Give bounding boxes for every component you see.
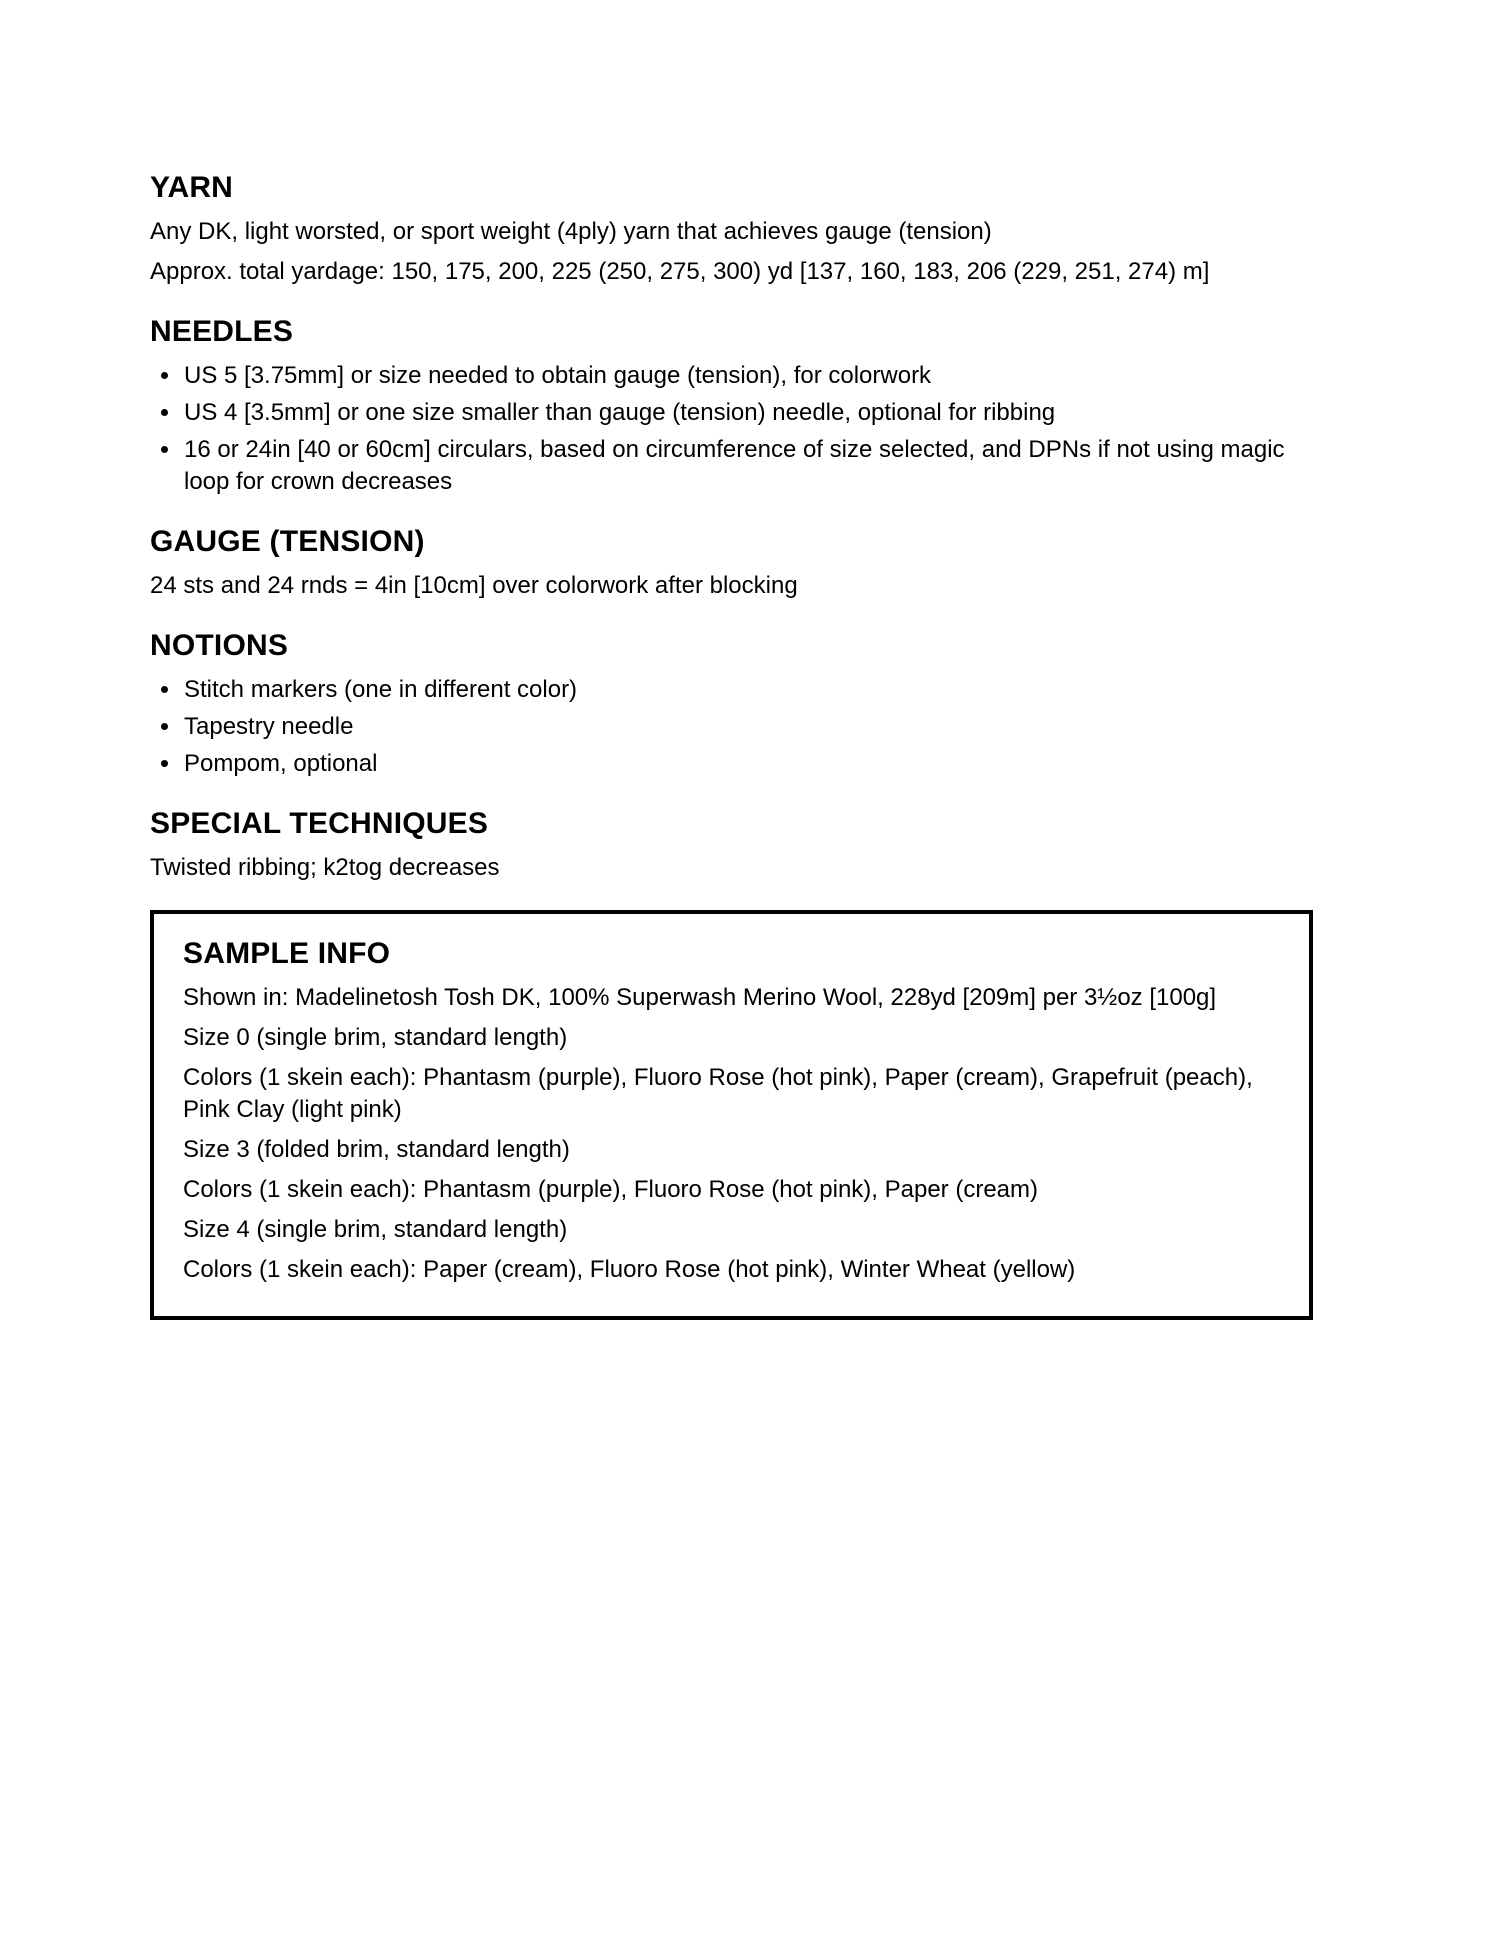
section-gauge <box>150 524 1313 602</box>
sample-info-heading: SAMPLE INFO <box>183 937 391 970</box>
sample-info-size-0-colors: Colors (1 skein each): Phantasm (purple), Fluoro Rose (hot pink), Paper (cream), Grapefruit (peach), Pink Clay (light pink) <box>183 1064 1253 1123</box>
sample-info-size-3-colors: Colors (1 skein each): Phantasm (purple), Fluoro Rose (hot pink), Paper (cream) <box>183 1176 1038 1203</box>
notions-item: • Pompom, optional <box>182 748 1313 780</box>
notions-item: • Stitch markers (one in different color) <box>182 674 1313 706</box>
notions-list <box>150 674 1313 780</box>
yarn-description: Any DK, light worsted, or sport weight (4ply) yarn that achieves gauge (tension) <box>150 218 992 245</box>
sample-info-size-0: Size 0 (single brim, standard length) <box>183 1024 568 1051</box>
needles-heading: NEEDLES <box>150 315 294 348</box>
notions-item: • Tapestry needle <box>182 711 1313 743</box>
sample-info-size-3: Size 3 (folded brim, standard length) <box>183 1136 570 1163</box>
special-techniques-heading: SPECIAL TECHNIQUES <box>150 807 489 840</box>
section-yarn <box>150 170 1313 288</box>
needles-item: • 16 or 24in [40 or 60cm] circulars, based on circumference of size selected, and DPNs if not using magic loop for crown decreases <box>182 434 1313 498</box>
gauge-heading: GAUGE (TENSION) <box>150 525 425 558</box>
yarn-heading: YARN <box>150 171 234 204</box>
sample-info-shown-in: Shown in: Madelinetosh Tosh DK, 100% Superwash Merino Wool, 228yd [209m] per 3½oz [100g] <box>183 984 1217 1011</box>
needles-item: • US 4 [3.5mm] or one size smaller than gauge (tension) needle, optional for ribbing <box>182 397 1313 429</box>
section-notions <box>150 628 1313 780</box>
section-special-techniques <box>150 806 1313 884</box>
yarn-yardage: Approx. total yardage: 150, 175, 200, 225 (250, 275, 300) yd [137, 160, 183, 206 (229, 251, 274) m] <box>150 258 1210 285</box>
special-techniques-description: Twisted ribbing; k2tog decreases <box>150 854 500 881</box>
pattern-materials-content <box>150 170 1313 1320</box>
notions-heading: NOTIONS <box>150 629 289 662</box>
gauge-description: 24 sts and 24 rnds = 4in [10cm] over colorwork after blocking <box>150 572 798 599</box>
needles-list <box>150 360 1313 498</box>
sample-info-box <box>150 910 1313 1320</box>
section-needles <box>150 314 1313 498</box>
needles-item: • US 5 [3.75mm] or size needed to obtain gauge (tension), for colorwork <box>182 360 1313 392</box>
sample-info-size-4: Size 4 (single brim, standard length) <box>183 1216 568 1243</box>
sample-info-size-4-colors: Colors (1 skein each): Paper (cream), Fluoro Rose (hot pink), Winter Wheat (yellow) <box>183 1256 1076 1283</box>
